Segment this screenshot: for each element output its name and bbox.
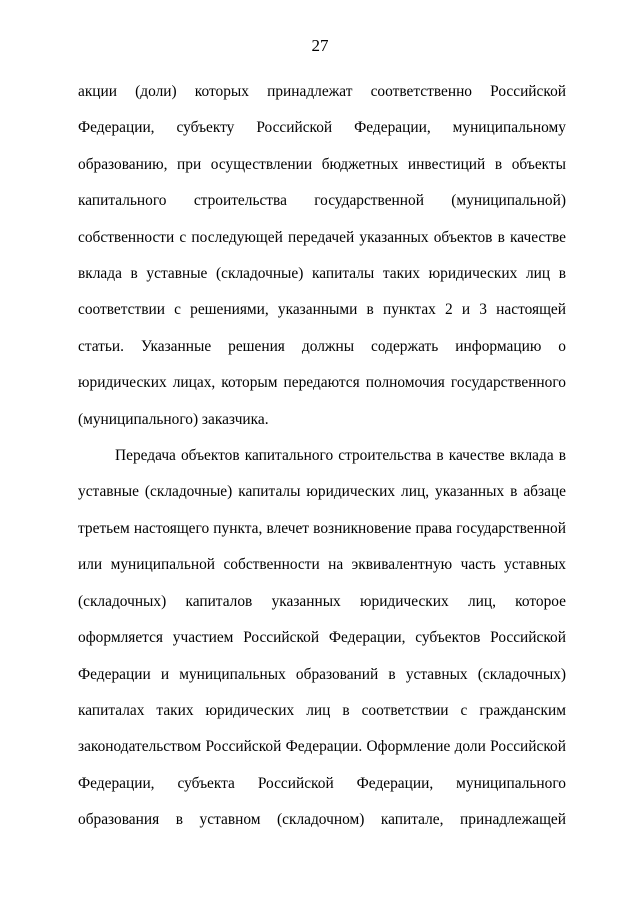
document-body	[78, 74, 566, 839]
paragraph-1: акции (доли) которых принадлежат соответственно Российской Федерации, субъекту Российской Федерации, муниципальному образованию, при осуществлении бюджетных инвестиций в объекты капитального строительства государственной (муниципальной) собственности с последующей передачей указанных объектов в качестве вклада в уставные (складочные) капиталы таких юридических лиц в соответствии с решениями, указанными в пунктах 2 и 3 настоящей статьи. Указанные решения должны содержать информацию о юридических лицах, которым передаются полномочия государственного (муниципального) заказчика.	[78, 83, 566, 428]
page-number: 27	[311, 36, 329, 55]
paragraph-2: Передача объектов капитального строительства в качестве вклада в уставные (складочные) капиталы юридических лиц, указанных в абзаце третьем настоящего пункта, влечет возникновение права государственной или муниципальной собственности на эквивалентную часть уставных (складочных) капиталов указанных юридических лиц, которое оформляется участием Российской Федерации, субъектов Российской Федерации и муниципальных образований в уставных (складочных) капиталах таких юридических лиц в соответствии с гражданским законодательством Российской Федерации. Оформление доли Российской Федерации, субъекта Российской Федерации, муниципального образования в уставном (складочном) капитале, принадлежащей	[78, 447, 566, 829]
